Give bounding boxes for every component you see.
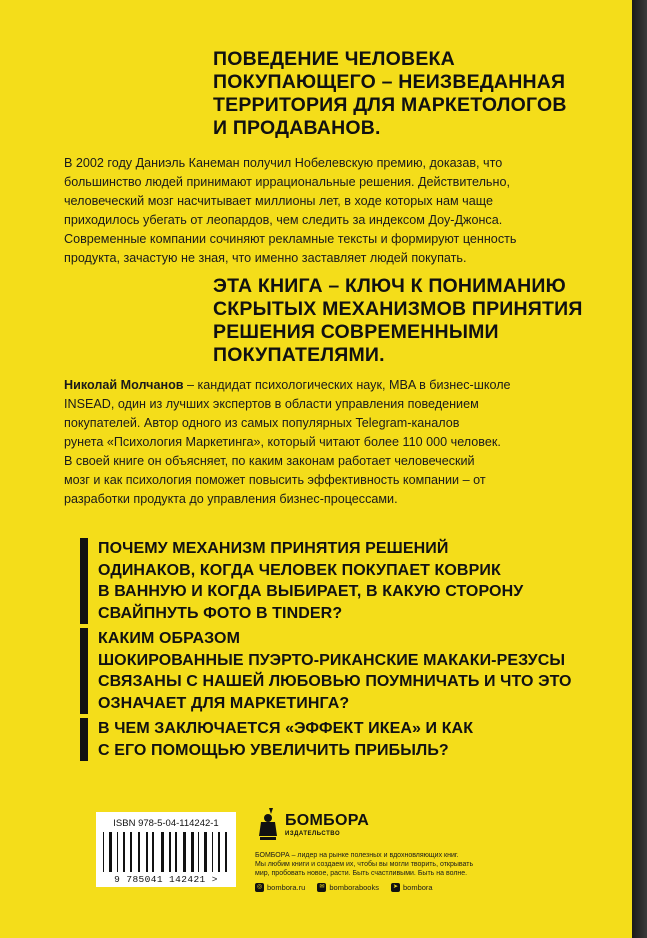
description-line: мир, пробовать новое, расти. Быть счастливыми. Быть на волне.	[255, 870, 468, 877]
barcode-bar	[117, 832, 118, 872]
barcode-digits: 9 785041 142421 >	[114, 874, 218, 885]
heading-intro-line: И ПРОДАВАНОВ.	[213, 117, 381, 139]
barcode-bar	[169, 832, 171, 872]
barcode-label	[96, 812, 236, 887]
paragraph-line: большинство людей принимают иррациональные решения. Действительно,	[64, 175, 510, 189]
publisher-description	[255, 851, 485, 878]
instagram-icon: ◎	[256, 884, 263, 890]
paragraph-line: В своей книге он объясняет, по каким законам работает человеческий	[64, 454, 475, 468]
heading-intro-line: ПОВЕДЕНИЕ ЧЕЛОВЕКА	[213, 48, 455, 70]
barcode-bar	[130, 832, 132, 872]
question-line: КАКИМ ОБРАЗОМ	[98, 630, 241, 647]
question-line: С ЕГО ПОМОЩЬЮ УВЕЛИЧИТЬ ПРИБЫЛЬ?	[98, 741, 449, 759]
paragraph-line: продукта, зачастую не зная, что именно заставляет людей покупать.	[64, 251, 467, 265]
description-line: БОМБОРА – лидер на рынке полезных и вдохновляющих книг.	[255, 852, 459, 859]
heading-intro	[213, 48, 567, 140]
publisher-subtitle: ИЗДАТЕЛЬСТВО	[285, 831, 341, 837]
social-site-label: bombora.ru	[267, 883, 306, 892]
author-paragraph	[64, 376, 511, 509]
barcode-bar	[204, 832, 207, 872]
barcode-bar	[218, 832, 220, 872]
barcode-bar	[152, 832, 154, 872]
publisher-name: БОМБОРА	[285, 812, 370, 829]
question-line: ОЗНАЧАЕТ ДЛЯ МАРКЕТИНГА?	[98, 694, 350, 712]
question-line: СВЯЗАНЫ С НАШЕЙ ЛЮБОВЬЮ ПОУМНИЧАТЬ И ЧТО ЭТО	[98, 673, 572, 690]
question-block-2	[80, 628, 572, 714]
barcode-bars	[103, 832, 229, 872]
social-site[interactable]	[255, 883, 305, 892]
paragraph-line: INSEAD, один из лучших экспертов в области управления поведением	[64, 397, 479, 411]
question-block-3	[80, 718, 473, 761]
question-line: ОДИНАКОВ, КОГДА ЧЕЛОВЕК ПОКУПАЕТ КОВРИК	[98, 561, 501, 579]
paragraph-line: покупателей. Автор одного из самых популярных Telegram-каналов	[64, 416, 460, 430]
question-line: ПОЧЕМУ МЕХАНИЗМ ПРИНЯТИЯ РЕШЕНИЙ	[98, 540, 449, 557]
intro-paragraph	[64, 154, 516, 268]
heading-intro-line: ТЕРРИТОРИЯ ДЛЯ МАРКЕТОЛОГОВ	[213, 94, 567, 116]
author-name: Николай Молчанов	[64, 378, 184, 392]
publisher-logo	[255, 806, 415, 846]
heading-key-line: СКРЫТЫХ МЕХАНИЗМОВ ПРИНЯТИЯ	[213, 298, 583, 320]
heading-key	[213, 275, 583, 367]
social-vk[interactable]	[317, 883, 379, 892]
social-vk-label: bomborabooks	[329, 883, 379, 892]
barcode-bar	[123, 832, 125, 872]
barcode-bar	[225, 832, 227, 872]
paragraph-line: разработки продукта до управления бизнес-процессами.	[64, 492, 398, 506]
social-telegram-label: bombora	[402, 883, 433, 892]
paragraph-line: Современные компании сочиняют рекламные тексты и формируют ценность	[64, 232, 517, 246]
paragraph-line: В 2002 году Даниэль Канеман получил Нобелевскую премию, доказав, что	[64, 156, 503, 170]
barcode-bar	[146, 832, 148, 872]
bomb-logo-icon	[255, 806, 281, 842]
question-line: В ВАННУЮ И КОГДА ВЫБИРАЕТ, В КАКУЮ СТОРОНУ	[98, 583, 524, 600]
social-telegram[interactable]	[391, 883, 433, 892]
barcode-bar	[103, 832, 104, 872]
question-block-1	[80, 538, 523, 624]
barcode-bar	[138, 832, 140, 872]
paragraph-line: приходилось убегать от леопардов, чем следить за индексом Доу-Джонса.	[64, 213, 503, 227]
barcode-bar	[212, 832, 213, 872]
barcode-bar	[175, 832, 177, 872]
paragraph-line: рунета «Психология Маркетинга», который читают более 110 000 человек.	[64, 435, 501, 449]
question-line: СВАЙПНУТЬ ФОТО В TINDER?	[98, 604, 343, 622]
heading-intro-line: ПОКУПАЮЩЕГО – НЕИЗВЕДАННАЯ	[213, 71, 566, 93]
barcode-bar	[191, 832, 194, 872]
question-line: В ЧЕМ ЗАКЛЮЧАЕТСЯ «ЭФФЕКТ ИКЕА» И КАК	[98, 720, 474, 737]
paragraph-line: мозг и как психология поможет повысить эффективность компании – от	[64, 473, 486, 487]
paragraph-line: человеческий мозг насчитывает миллионы лет, в ходе которых нам чаще	[64, 194, 493, 208]
heading-key-line: ПОКУПАТЕЛЯМИ.	[213, 344, 385, 366]
book-spine-edge	[632, 0, 647, 938]
heading-key-line: ЭТА КНИГА – КЛЮЧ К ПОНИМАНИЮ	[213, 275, 566, 297]
paragraph-line: – кандидат психологических наук, MBA в бизнес-школе	[183, 378, 511, 392]
telegram-icon: ➤	[392, 884, 398, 890]
barcode-bar	[109, 832, 112, 872]
vk-icon: ✉	[319, 884, 325, 890]
description-line: Мы любим книги и создаем их, чтобы вы могли творить, открывать	[255, 861, 474, 868]
question-line: ШОКИРОВАННЫЕ ПУЭРТО-РИКАНСКИЕ МАКАКИ-РЕЗУСЫ	[98, 651, 566, 669]
heading-key-line: РЕШЕНИЯ СОВРЕМЕННЫМИ	[213, 321, 499, 343]
barcode-bar	[198, 832, 199, 872]
isbn-text: ISBN 978-5-04-114242-1	[113, 818, 219, 829]
social-links	[255, 883, 433, 892]
barcode-bar	[183, 832, 186, 872]
barcode-bar	[161, 832, 164, 872]
